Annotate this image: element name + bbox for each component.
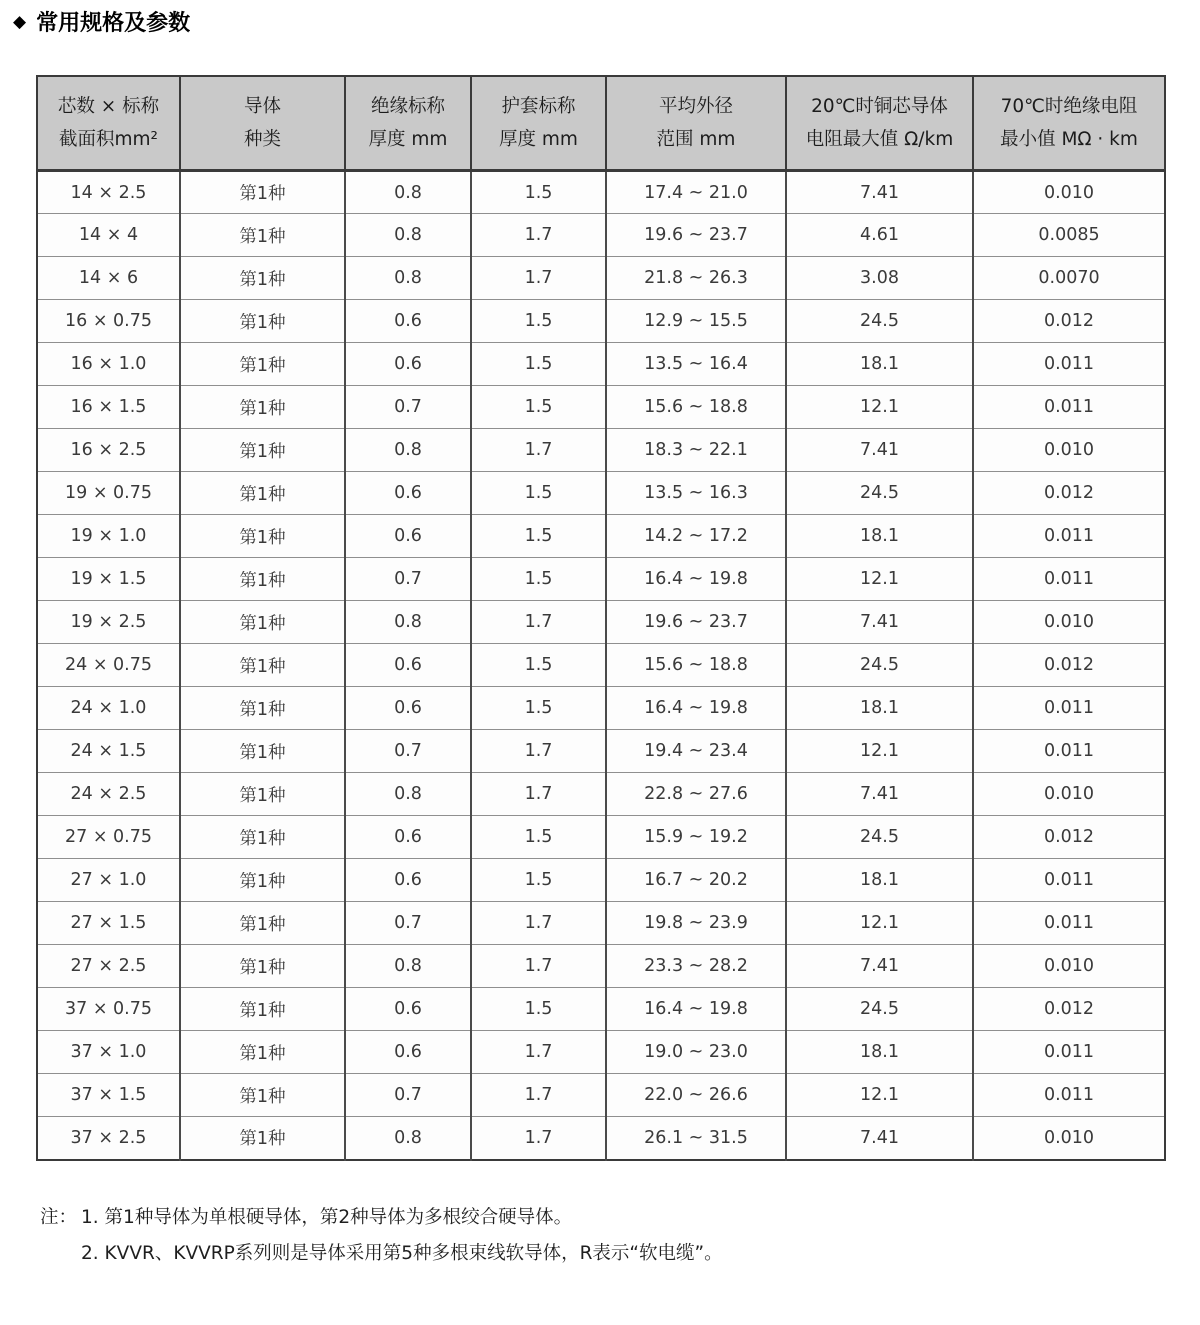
table-cell: 第1种	[180, 386, 345, 429]
table-row	[37, 429, 1165, 472]
table-cell: 16 × 1.0	[37, 343, 180, 386]
table-cell: 0.012	[973, 816, 1165, 859]
table-cell: 1.5	[471, 472, 606, 515]
table-cell: 14.2 ~ 17.2	[606, 515, 786, 558]
table-cell: 0.6	[345, 300, 471, 343]
column-header-insulation-thickness	[345, 76, 471, 171]
table-cell: 0.012	[973, 988, 1165, 1031]
table-cell: 0.6	[345, 816, 471, 859]
table-cell: 0.010	[973, 773, 1165, 816]
table-row	[37, 601, 1165, 644]
column-header-line: 截面积mm²	[59, 129, 158, 150]
table-cell: 第1种	[180, 601, 345, 644]
table-cell: 第1种	[180, 773, 345, 816]
table-cell: 0.8	[345, 773, 471, 816]
notes-prefix: 注：	[40, 1207, 78, 1228]
table-cell: 0.7	[345, 730, 471, 773]
column-header-line: 电阻最大值 Ω/km	[805, 129, 954, 150]
table-cell: 4.61	[786, 214, 973, 257]
table-cell: 18.1	[786, 859, 973, 902]
table-cell: 15.6 ~ 18.8	[606, 644, 786, 687]
table-cell: 18.1	[786, 687, 973, 730]
table-cell: 19 × 0.75	[37, 472, 180, 515]
table-cell: 1.5	[471, 300, 606, 343]
table-cell: 24.5	[786, 988, 973, 1031]
table-cell: 14 × 2.5	[37, 171, 180, 214]
table-cell: 24.5	[786, 816, 973, 859]
table-cell: 第1种	[180, 515, 345, 558]
table-cell: 1.5	[471, 515, 606, 558]
column-header-line: 种类	[243, 129, 281, 150]
table-cell: 0.011	[973, 1031, 1165, 1074]
table-cell: 15.6 ~ 18.8	[606, 386, 786, 429]
table-row	[37, 558, 1165, 601]
table-cell: 14 × 6	[37, 257, 180, 300]
table-cell: 1.7	[471, 601, 606, 644]
table-cell: 1.7	[471, 429, 606, 472]
table-cell: 16.4 ~ 19.8	[606, 558, 786, 601]
table-cell: 0.011	[973, 859, 1165, 902]
table-cell: 0.8	[345, 429, 471, 472]
table-cell: 0.6	[345, 644, 471, 687]
column-header-line: 芯数 × 标称	[57, 96, 160, 117]
table-cell: 18.1	[786, 515, 973, 558]
table-cell: 17.4 ~ 21.0	[606, 171, 786, 214]
table-row	[37, 214, 1165, 257]
table-cell: 1.5	[471, 386, 606, 429]
table-row	[37, 902, 1165, 945]
column-header-outer-diameter	[606, 76, 786, 171]
table-cell: 19.4 ~ 23.4	[606, 730, 786, 773]
table-cell: 15.9 ~ 19.2	[606, 816, 786, 859]
table-cell: 0.7	[345, 1074, 471, 1117]
table-row	[37, 257, 1165, 300]
table-cell: 0.6	[345, 988, 471, 1031]
table-cell: 0.011	[973, 687, 1165, 730]
table-cell: 1.5	[471, 171, 606, 214]
table-cell: 16 × 0.75	[37, 300, 180, 343]
table-cell: 7.41	[786, 171, 973, 214]
table-cell: 0.7	[345, 558, 471, 601]
table-cell: 12.1	[786, 386, 973, 429]
table-row	[37, 644, 1165, 687]
table-cell: 18.3 ~ 22.1	[606, 429, 786, 472]
table-cell: 0.011	[973, 902, 1165, 945]
table-cell: 22.8 ~ 27.6	[606, 773, 786, 816]
table-cell: 0.6	[345, 472, 471, 515]
table-cell: 1.7	[471, 257, 606, 300]
table-cell: 1.7	[471, 1031, 606, 1074]
table-cell: 1.7	[471, 902, 606, 945]
table-cell: 12.1	[786, 1074, 973, 1117]
table-row	[37, 730, 1165, 773]
table-row	[37, 1117, 1165, 1160]
table-cell: 1.5	[471, 859, 606, 902]
table-cell: 16.7 ~ 20.2	[606, 859, 786, 902]
table-cell: 19.0 ~ 23.0	[606, 1031, 786, 1074]
table-cell: 0.6	[345, 687, 471, 730]
table-cell: 第1种	[180, 1074, 345, 1117]
table-cell: 1.7	[471, 773, 606, 816]
column-header-line: 70℃时绝缘电阻	[1000, 96, 1138, 117]
table-cell: 1.7	[471, 1074, 606, 1117]
table-cell: 0.0070	[973, 257, 1165, 300]
table-cell: 7.41	[786, 601, 973, 644]
table-cell: 18.1	[786, 1031, 973, 1074]
table-cell: 第1种	[180, 429, 345, 472]
table-cell: 1.5	[471, 988, 606, 1031]
table-cell: 12.9 ~ 15.5	[606, 300, 786, 343]
table-cell: 第1种	[180, 343, 345, 386]
table-cell: 第1种	[180, 1117, 345, 1160]
table-cell: 24.5	[786, 300, 973, 343]
table-cell: 0.011	[973, 1074, 1165, 1117]
table-cell: 1.7	[471, 945, 606, 988]
table-cell: 12.1	[786, 558, 973, 601]
table-cell: 16 × 1.5	[37, 386, 180, 429]
table-row	[37, 859, 1165, 902]
table-cell: 第1种	[180, 644, 345, 687]
table-cell: 0.6	[345, 859, 471, 902]
table-cell: 24 × 1.5	[37, 730, 180, 773]
table-cell: 13.5 ~ 16.3	[606, 472, 786, 515]
table-row	[37, 1074, 1165, 1117]
table-cell: 0.6	[345, 515, 471, 558]
table-cell: 16.4 ~ 19.8	[606, 687, 786, 730]
table-cell: 37 × 1.0	[37, 1031, 180, 1074]
table-cell: 第1种	[180, 945, 345, 988]
table-cell: 19 × 1.0	[37, 515, 180, 558]
table-cell: 0.6	[345, 343, 471, 386]
table-cell: 0.010	[973, 945, 1165, 988]
table-cell: 0.8	[345, 214, 471, 257]
table-cell: 1.5	[471, 816, 606, 859]
table-row	[37, 171, 1165, 214]
column-header-line: 范围 mm	[656, 129, 736, 150]
table-cell: 第1种	[180, 730, 345, 773]
table-cell: 7.41	[786, 945, 973, 988]
table-cell: 0.011	[973, 515, 1165, 558]
table-row	[37, 945, 1165, 988]
table-cell: 7.41	[786, 773, 973, 816]
table-cell: 3.08	[786, 257, 973, 300]
table-cell: 0.012	[973, 472, 1165, 515]
table-cell: 24 × 0.75	[37, 644, 180, 687]
table-row	[37, 515, 1165, 558]
column-header-line: 导体	[243, 96, 281, 117]
table-cell: 1.5	[471, 644, 606, 687]
table-cell: 0.8	[345, 171, 471, 214]
column-header-line: 厚度 mm	[499, 129, 578, 150]
table-cell: 第1种	[180, 902, 345, 945]
table-cell: 37 × 1.5	[37, 1074, 180, 1117]
table-cell: 37 × 2.5	[37, 1117, 180, 1160]
table-cell: 0.011	[973, 730, 1165, 773]
table-cell: 0.010	[973, 601, 1165, 644]
table-cell: 12.1	[786, 730, 973, 773]
table-cell: 13.5 ~ 16.4	[606, 343, 786, 386]
table-cell: 1.5	[471, 343, 606, 386]
table-cell: 26.1 ~ 31.5	[606, 1117, 786, 1160]
note-item: 1. 第1种导体为单根硬导体，第2种导体为多根绞合硬导体。	[81, 1207, 573, 1228]
notes-section	[40, 1200, 723, 1272]
table-cell: 0.0085	[973, 214, 1165, 257]
table-cell: 0.011	[973, 386, 1165, 429]
column-header-line: 护套标称	[501, 96, 576, 117]
table-cell: 第1种	[180, 687, 345, 730]
table-cell: 19.6 ~ 23.7	[606, 601, 786, 644]
table-cell: 16.4 ~ 19.8	[606, 988, 786, 1031]
column-header-line: 20℃时铜芯导体	[811, 96, 948, 117]
table-cell: 第1种	[180, 214, 345, 257]
table-cell: 19.8 ~ 23.9	[606, 902, 786, 945]
table-body	[37, 171, 1165, 1160]
table-cell: 第1种	[180, 558, 345, 601]
spec-table	[36, 75, 1166, 1161]
table-cell: 24 × 1.0	[37, 687, 180, 730]
table-cell: 0.7	[345, 386, 471, 429]
table-cell: 第1种	[180, 257, 345, 300]
table-cell: 0.011	[973, 343, 1165, 386]
column-header-conductor-type	[180, 76, 345, 171]
table-cell: 16 × 2.5	[37, 429, 180, 472]
table-cell: 14 × 4	[37, 214, 180, 257]
table-cell: 23.3 ~ 28.2	[606, 945, 786, 988]
table-cell: 第1种	[180, 171, 345, 214]
table-cell: 第1种	[180, 988, 345, 1031]
table-cell: 21.8 ~ 26.3	[606, 257, 786, 300]
table-cell: 37 × 0.75	[37, 988, 180, 1031]
table-cell: 第1种	[180, 816, 345, 859]
table-cell: 0.8	[345, 945, 471, 988]
page-title	[13, 6, 190, 37]
notes-list	[77, 1200, 723, 1272]
table-cell: 24.5	[786, 644, 973, 687]
table-row	[37, 472, 1165, 515]
column-header-line: 最小值 MΩ · km	[1000, 129, 1138, 150]
table-cell: 0.8	[345, 601, 471, 644]
header-row	[37, 76, 1165, 171]
table-cell: 0.6	[345, 1031, 471, 1074]
table-cell: 27 × 2.5	[37, 945, 180, 988]
column-header-insulation-resistance	[973, 76, 1165, 171]
table-cell: 0.010	[973, 171, 1165, 214]
page-title-text: 常用规格及参数	[36, 11, 191, 36]
table-cell: 第1种	[180, 859, 345, 902]
table-cell: 19 × 2.5	[37, 601, 180, 644]
table-cell: 24.5	[786, 472, 973, 515]
table-cell: 第1种	[180, 472, 345, 515]
table-cell: 7.41	[786, 1117, 973, 1160]
column-header-sheath-thickness	[471, 76, 606, 171]
note-item: 2. KVVR、KVVRP系列则是导体采用第5种多根束线软导体，R表示“软电缆”。	[81, 1243, 723, 1264]
table-cell: 27 × 1.5	[37, 902, 180, 945]
table-cell: 0.8	[345, 1117, 471, 1160]
table-cell: 0.8	[345, 257, 471, 300]
table-row	[37, 343, 1165, 386]
column-header-line: 厚度 mm	[368, 129, 448, 150]
table-cell: 27 × 0.75	[37, 816, 180, 859]
table-cell: 0.7	[345, 902, 471, 945]
table-cell: 0.012	[973, 300, 1165, 343]
table-cell: 24 × 2.5	[37, 773, 180, 816]
table-cell: 1.7	[471, 214, 606, 257]
table-cell: 1.7	[471, 1117, 606, 1160]
table-row	[37, 816, 1165, 859]
table-row	[37, 988, 1165, 1031]
table-row	[37, 386, 1165, 429]
table-cell: 1.5	[471, 558, 606, 601]
table-cell: 12.1	[786, 902, 973, 945]
table-cell: 0.010	[973, 429, 1165, 472]
column-header-line: 平均外径	[658, 96, 733, 117]
table-cell: 0.012	[973, 644, 1165, 687]
table-cell: 18.1	[786, 343, 973, 386]
column-header-core-size	[37, 76, 180, 171]
table-cell: 第1种	[180, 1031, 345, 1074]
table-cell: 19 × 1.5	[37, 558, 180, 601]
table-cell: 1.5	[471, 687, 606, 730]
table-cell: 0.011	[973, 558, 1165, 601]
table-row	[37, 687, 1165, 730]
table-cell: 7.41	[786, 429, 973, 472]
table-row	[37, 1031, 1165, 1074]
table-row	[37, 300, 1165, 343]
table-cell: 0.010	[973, 1117, 1165, 1160]
diamond-bullet-icon: ◆	[13, 12, 27, 32]
table-row	[37, 773, 1165, 816]
table-cell: 27 × 1.0	[37, 859, 180, 902]
table-cell: 19.6 ~ 23.7	[606, 214, 786, 257]
column-header-line: 绝缘标称	[370, 96, 445, 117]
column-header-conductor-resistance	[786, 76, 973, 171]
table-cell: 22.0 ~ 26.6	[606, 1074, 786, 1117]
table-cell: 1.7	[471, 730, 606, 773]
table-cell: 第1种	[180, 300, 345, 343]
